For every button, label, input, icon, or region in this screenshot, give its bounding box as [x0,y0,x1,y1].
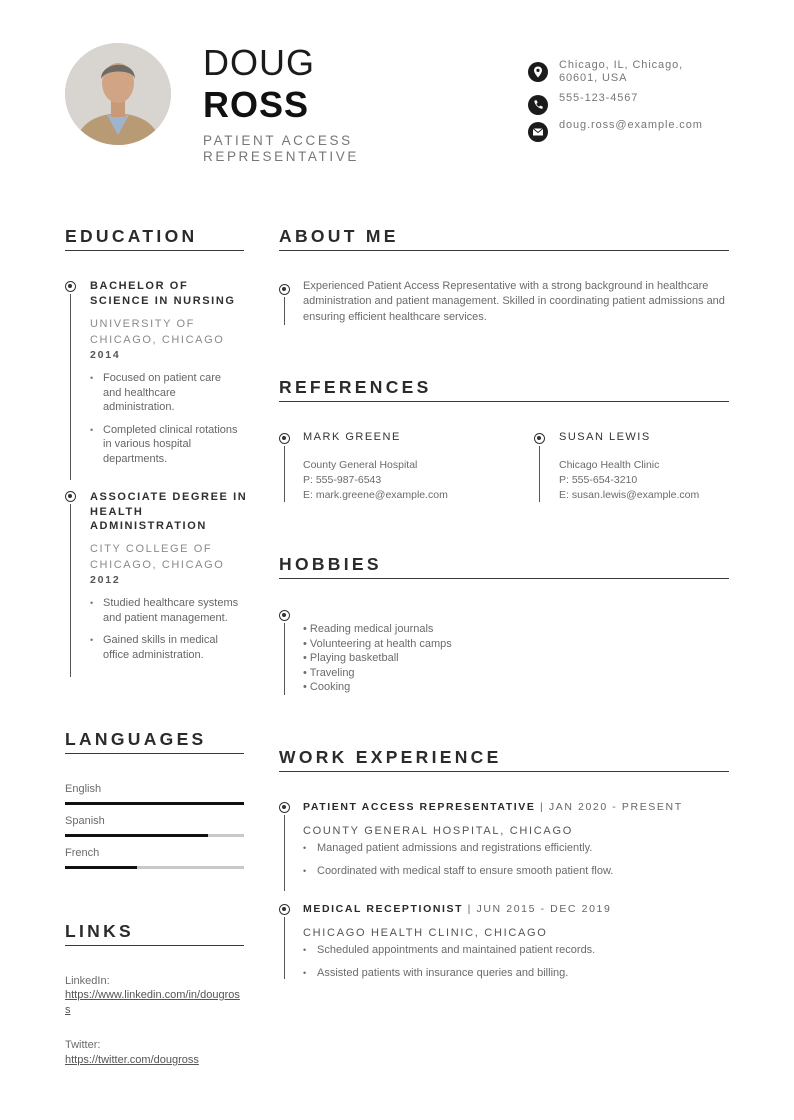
language-bar-fill [65,866,137,869]
map-pin-icon [528,62,548,82]
list-item: • Completed clinical rotations in various hospital departments. [90,423,240,467]
list-item: • Focused on patient care and healthcare administration. [90,371,240,415]
list-item: • Scheduled appointments and maintained patient records. [303,943,595,958]
list-item: • Studied healthcare systems and patient management. [90,596,240,625]
list-item: • Cooking [303,680,452,695]
reference-phone: P: 555-987-6543 [303,473,382,486]
last-name: ROSS [203,84,310,125]
language-name: Spanish [65,815,105,827]
list-item: • Assisted patients with insurance queries and billing. [303,966,595,981]
education-year: 2014 [90,349,121,361]
timeline-line [284,446,285,502]
references-title: REFERENCES [279,377,432,397]
phone-icon [528,95,548,115]
job-bullets [303,943,595,988]
reference-name: MARK GREENE [303,431,401,443]
portrait-image [65,43,171,145]
job-title: PATIENT ACCESS REPRESENTATIVE [303,801,536,813]
reference-phone: P: 555-654-3210 [559,473,638,486]
references-rule [279,401,729,402]
hobbies-title: HOBBIES [279,554,382,574]
timeline-bullet-icon [279,610,290,621]
education-degree: ASSOCIATE DEGREE IN HEALTH ADMINISTRATION [90,491,248,532]
about-rule [279,250,729,251]
location-text: Chicago, IL, Chicago, 60601, USA [559,59,684,84]
reference-org: Chicago Health Clinic [559,459,660,471]
phone-text: 555-123-4567 [559,92,639,104]
links-title: LINKS [65,921,134,941]
link-label-twitter: Twitter: [65,1039,101,1051]
list-item: • Playing basketball [303,651,452,666]
timeline-line [284,623,285,695]
list-item: • Gained skills in medical office administration. [90,633,240,662]
reference-org: County General Hospital [303,459,418,471]
language-bar-fill [65,834,208,837]
timeline-line [70,294,71,480]
job-dates: | JUN 2015 - DEC 2019 [463,903,612,915]
links-rule [65,945,244,946]
timeline-bullet-icon [65,491,76,502]
list-item: • Reading medical journals [303,622,452,637]
education-bullets [90,371,240,474]
hobbies-list [303,622,452,695]
first-name: DOUG [203,42,315,83]
education-rule [65,250,244,251]
job-heading [303,903,611,915]
timeline-line [284,297,285,325]
reference-details [559,458,734,502]
job-dates: | JAN 2020 - PRESENT [535,801,683,813]
language-bar-fill [65,802,244,805]
timeline-line [539,446,540,502]
education-year: 2012 [90,574,121,586]
timeline-bullet-icon [279,284,290,295]
reference-details [303,458,478,502]
timeline-bullet-icon [65,281,76,292]
timeline-bullet-icon [279,802,290,813]
timeline-line [284,917,285,979]
work-rule [279,771,729,772]
job-company: CHICAGO HEALTH CLINIC, CHICAGO [303,927,548,939]
about-text: Experienced Patient Access Representative with a strong background in healthcare administration and patient management. Skilled in coordinating patient admissions and ensuring efficient healthcare services. [303,280,725,323]
reference-email: E: mark.greene@example.com [303,488,448,501]
hobbies-rule [279,578,729,579]
timeline-line [284,815,285,891]
link-twitter[interactable]: https://twitter.com/dougross [65,1054,199,1066]
education-school: CITY COLLEGE OF CHICAGO, CHICAGO [90,543,225,571]
email-text: doug.ross@example.com [559,119,703,131]
job-title: MEDICAL RECEPTIONIST [303,903,464,915]
language-bar [65,866,244,869]
job-title: PATIENT ACCESS REPRESENTATIVE [203,133,359,164]
job-heading [303,801,683,813]
timeline-bullet-icon [279,904,290,915]
language-name: French [65,847,100,859]
list-item: • Coordinated with medical staff to ensure smooth patient flow. [303,864,613,879]
work-title: WORK EXPERIENCE [279,747,502,767]
about-title: ABOUT ME [279,226,399,246]
education-title: EDUCATION [65,226,198,246]
timeline-line [70,504,71,677]
languages-rule [65,753,244,754]
languages-title: LANGUAGES [65,729,207,749]
mail-icon [528,122,548,142]
list-item: • Managed patient admissions and registrations efficiently. [303,841,613,856]
timeline-bullet-icon [534,433,545,444]
language-bar [65,834,244,837]
timeline-bullet-icon [279,433,290,444]
education-bullets [90,596,240,670]
link-label-linkedin: LinkedIn: [65,975,110,987]
language-bar [65,802,244,805]
list-item: • Traveling [303,666,452,681]
reference-email: E: susan.lewis@example.com [559,488,700,501]
list-item: • Volunteering at health camps [303,637,452,652]
link-linkedin[interactable]: https://www.linkedin.com/in/dougross [65,989,240,1016]
profile-photo [65,43,171,145]
education-school: UNIVERSITY OF CHICAGO, CHICAGO [90,318,225,346]
job-bullets [303,841,613,886]
language-name: English [65,783,102,795]
reference-name: SUSAN LEWIS [559,431,651,443]
job-company: COUNTY GENERAL HOSPITAL, CHICAGO [303,825,573,837]
education-degree: BACHELOR OF SCIENCE IN NURSING [90,280,236,307]
